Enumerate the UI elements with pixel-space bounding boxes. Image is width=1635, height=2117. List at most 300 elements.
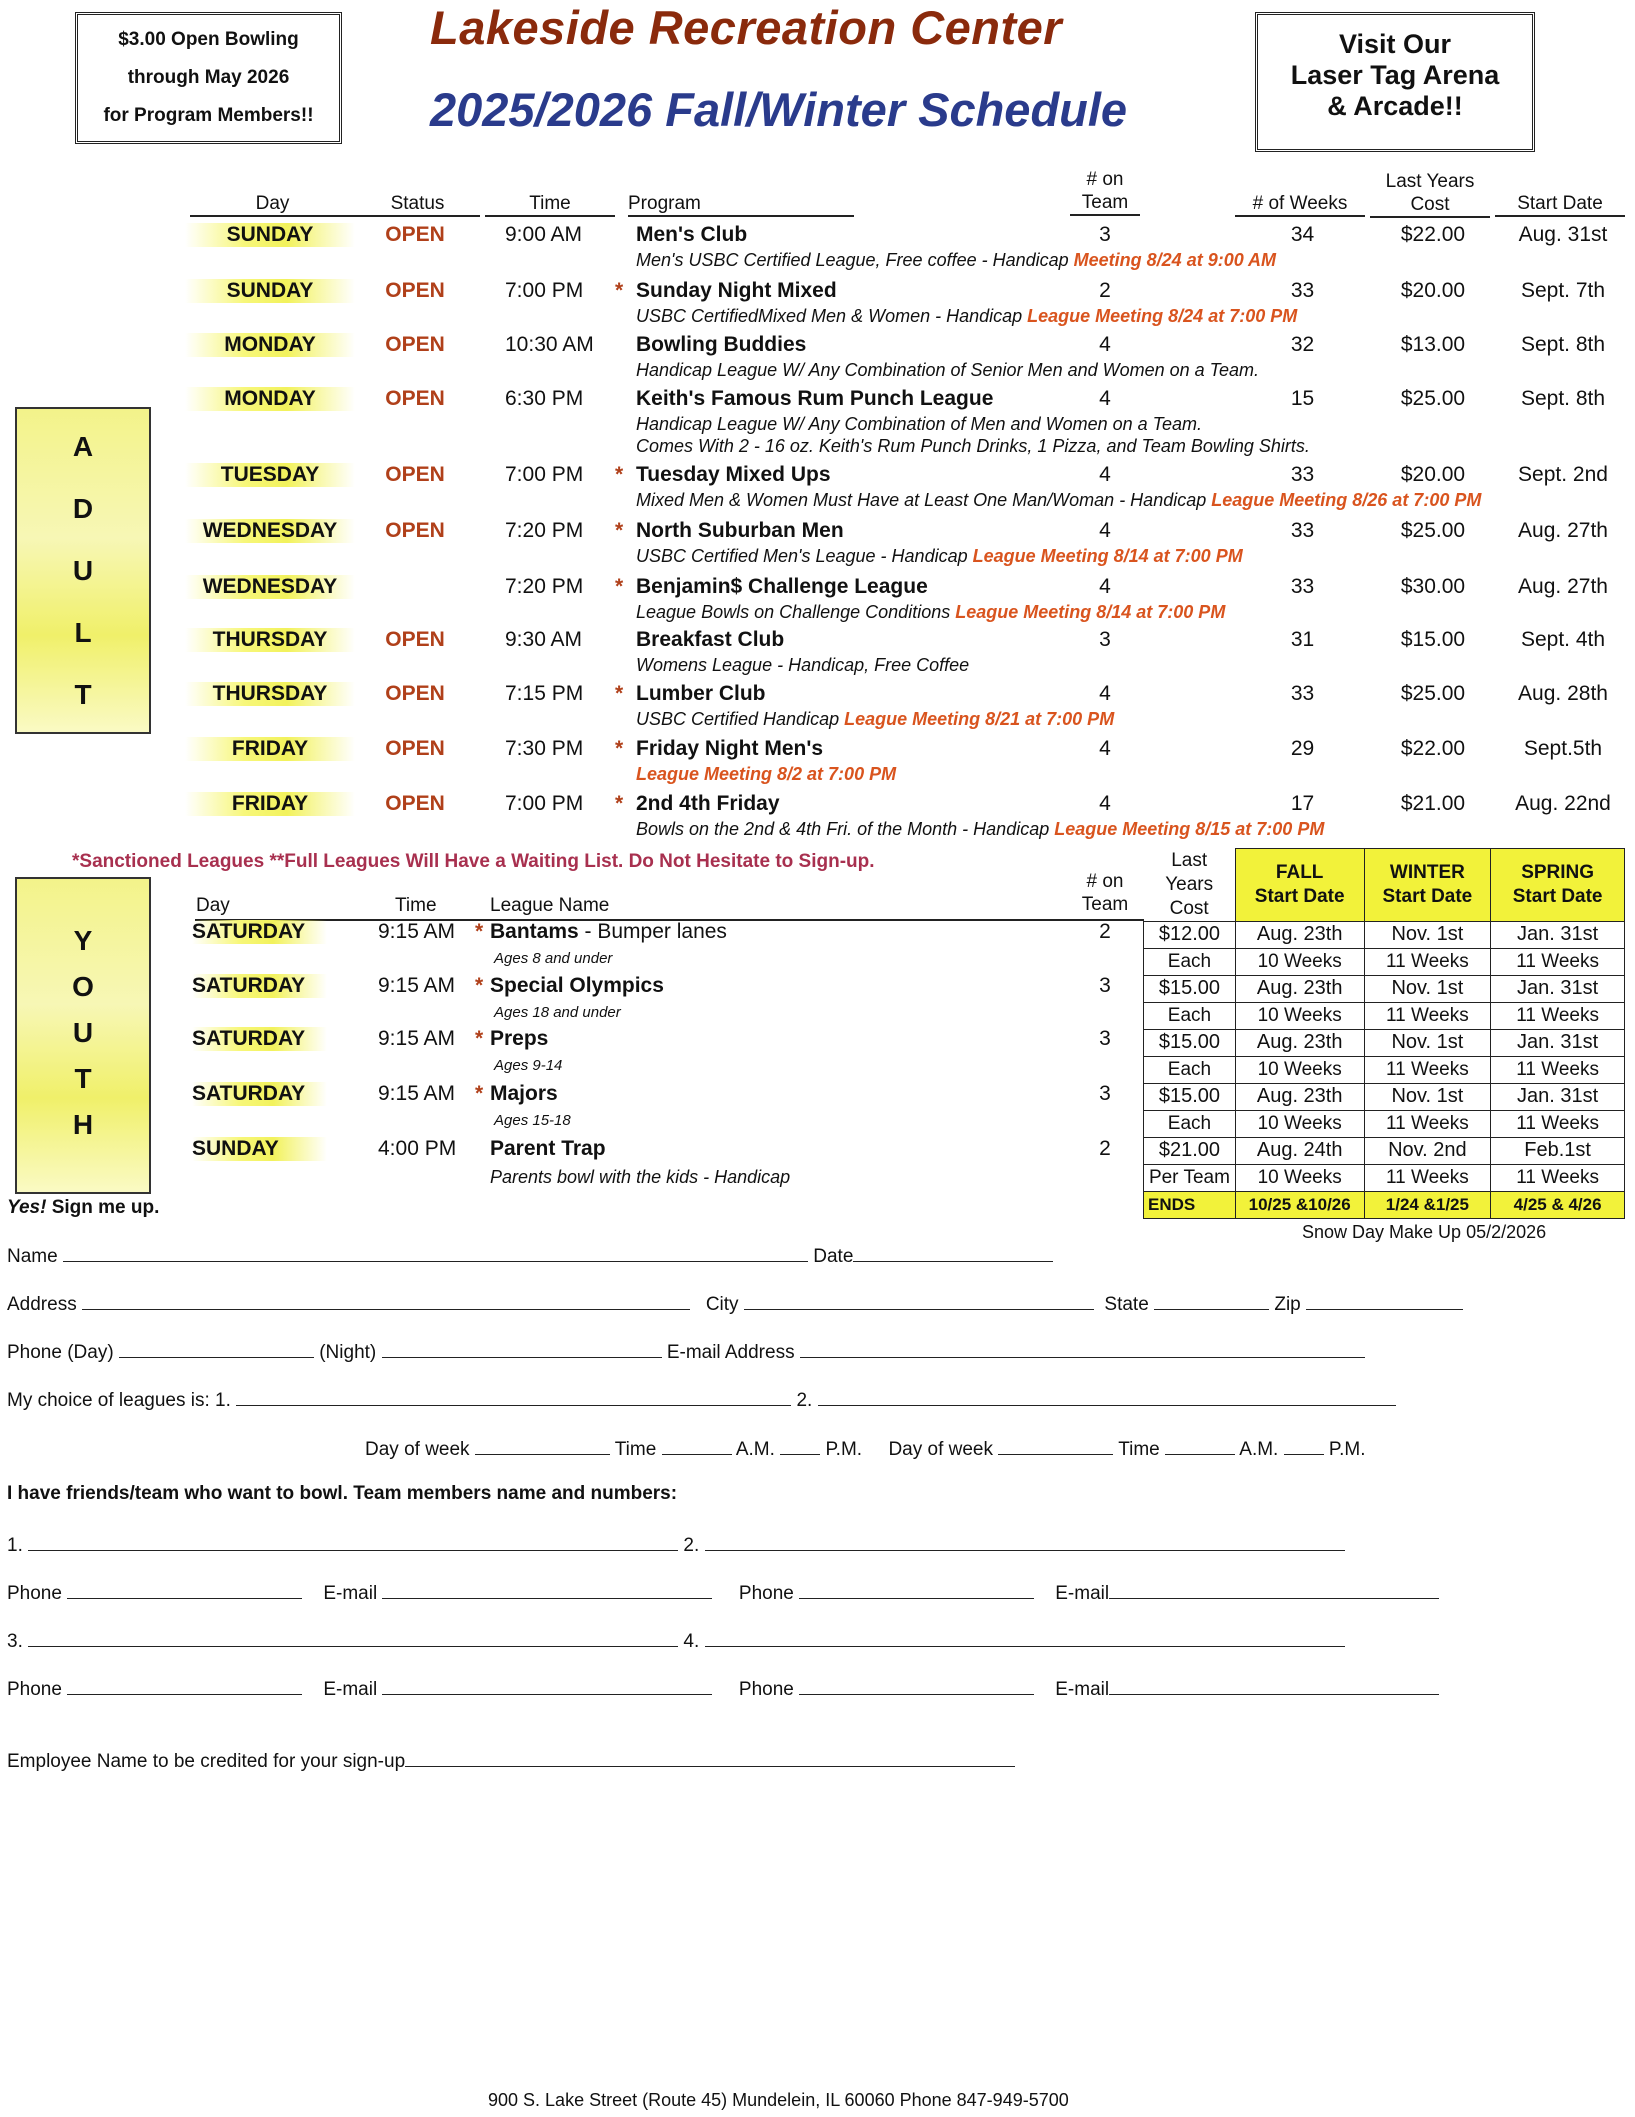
member-3-phone-field[interactable] (67, 1676, 302, 1695)
member-2-field[interactable] (705, 1532, 1345, 1551)
header-cost (1370, 170, 1490, 218)
youth-section-label (15, 877, 151, 1194)
choice-2-field[interactable] (818, 1387, 1396, 1406)
member-2-label: 2. (683, 1535, 700, 1556)
youth-time: 9:15 AM (378, 1082, 456, 1105)
adult-time: 7:30 PM (505, 737, 584, 760)
program-name: Men's Club (636, 223, 748, 246)
season-cell-spring: Jan. 31st (1491, 975, 1625, 1002)
team-size: 4 (1099, 519, 1111, 542)
program-name: North Suburban Men (636, 519, 844, 542)
team-size: 4 (1099, 792, 1111, 815)
ends-fall: 10/25 &10/26 (1235, 1191, 1364, 1218)
sanctioned-star: * (475, 974, 484, 997)
season-row (1144, 975, 1625, 1002)
header-time: Time (485, 192, 615, 217)
youth-letter: H (72, 1109, 94, 1140)
league-name-text: Special Olympics (490, 974, 664, 997)
team-size: 2 (1099, 279, 1111, 302)
season-table-body (1144, 921, 1625, 1191)
program-name: Keith's Famous Rum Punch League (636, 387, 994, 410)
season-cell-winter-w: 11 Weeks (1364, 1056, 1491, 1083)
num-weeks: 34 (1290, 223, 1315, 246)
promo-line: for Program Members!! (103, 105, 314, 126)
season-cell-spring-w: 11 Weeks (1491, 1110, 1625, 1137)
promo-line: $3.00 Open Bowling (118, 29, 299, 50)
program-name: Sunday Night Mixed (636, 279, 837, 302)
season-ends-row (1144, 1191, 1625, 1218)
meeting-note: League Meeting 8/26 at 7:00 PM (1211, 490, 1482, 510)
youth-header-time: Time (395, 895, 437, 916)
adult-day: TUESDAY (185, 463, 355, 487)
season-cell-fall-w: 10 Weeks (1235, 1002, 1364, 1029)
program-name: 2nd 4th Friday (636, 792, 780, 815)
league-name-text: Majors (490, 1082, 558, 1105)
spring-header-line: Start Date (1512, 885, 1603, 907)
start-date: Aug. 28th (1518, 682, 1608, 705)
time-1-field[interactable] (662, 1436, 732, 1455)
season-cell-unit: Per Team (1144, 1164, 1236, 1191)
member-3-field[interactable] (28, 1628, 678, 1647)
adult-letter: U (72, 555, 94, 586)
cost-header-line: Last (1171, 849, 1208, 871)
num-weeks: 33 (1290, 682, 1315, 705)
season-cell-winter-w: 11 Weeks (1364, 1164, 1491, 1191)
season-row (1144, 1137, 1625, 1164)
program-description (636, 360, 1259, 381)
address-label: Address (7, 1294, 77, 1315)
sanctioned-star: * (615, 737, 624, 760)
num-weeks: 32 (1290, 333, 1315, 356)
status-badge: OPEN (385, 519, 445, 542)
youth-header-league-name: League Name (490, 895, 610, 916)
am-label: A.M. (735, 1439, 775, 1460)
season-cell-fall-w: 10 Weeks (1235, 1164, 1364, 1191)
night-label: (Night) (319, 1342, 377, 1363)
cost-header (1144, 849, 1236, 922)
season-cell-cost: $21.00 (1144, 1137, 1236, 1164)
cost-header-line: Years (1165, 873, 1214, 895)
member-1-phone-field[interactable] (67, 1580, 302, 1599)
num-weeks: 33 (1290, 279, 1315, 302)
form-row-employee (7, 1748, 1015, 1773)
last-year-cost: $15.00 (1400, 628, 1466, 651)
member-4-field[interactable] (705, 1628, 1345, 1647)
start-date: Aug. 27th (1518, 575, 1608, 598)
sanctioned-star: * (475, 920, 484, 943)
header-team (1070, 168, 1140, 216)
city-field[interactable] (744, 1291, 1094, 1310)
member-1-field[interactable] (28, 1532, 678, 1551)
adult-letter: D (72, 493, 94, 524)
signup-yes: Yes! (7, 1197, 47, 1218)
program-name: Lumber Club (636, 682, 766, 705)
phone-label: Phone (738, 1679, 794, 1700)
adult-day: THURSDAY (185, 628, 355, 652)
season-cell-cost: $15.00 (1144, 975, 1236, 1002)
address-field[interactable] (82, 1291, 690, 1310)
start-date: Sept. 8th (1520, 333, 1606, 356)
youth-league-sub: Ages 15-18 (494, 1112, 571, 1129)
fall-header (1235, 849, 1364, 922)
meeting-note: League Meeting 8/24 at 7:00 PM (1027, 306, 1298, 326)
adult-day: THURSDAY (185, 682, 355, 706)
program-description (636, 250, 1276, 271)
zip-field[interactable] (1306, 1291, 1463, 1310)
youth-team-size: 3 (1099, 1027, 1111, 1050)
season-row (1144, 1110, 1625, 1137)
league-name-text: Parent Trap (490, 1137, 606, 1160)
email-label: E-mail (1055, 1679, 1110, 1700)
day-of-week-1-field[interactable] (475, 1436, 610, 1455)
state-label: State (1104, 1294, 1149, 1315)
status-badge: OPEN (385, 463, 445, 486)
adult-time: 7:00 PM (505, 792, 584, 815)
ends-spring: 4/25 & 4/26 (1491, 1191, 1625, 1218)
promo-line: & Arcade!! (1327, 91, 1463, 121)
email-label: E-mail (323, 1583, 378, 1604)
season-cell-winter: Nov. 1st (1364, 1029, 1491, 1056)
last-year-cost: $21.00 (1400, 792, 1466, 815)
state-field[interactable] (1154, 1291, 1269, 1310)
youth-day: SATURDAY (192, 1082, 327, 1106)
program-description (636, 306, 1297, 327)
day-of-week-label: Day of week (365, 1439, 470, 1460)
employee-label: Employee Name to be credited for your sign-up (7, 1751, 406, 1772)
promo-line: Visit Our (1338, 29, 1452, 59)
choice-1-field[interactable] (236, 1387, 791, 1406)
employee-field[interactable] (405, 1748, 1015, 1767)
phone-label: Phone (738, 1583, 794, 1604)
season-cell-fall-w: 10 Weeks (1235, 1056, 1364, 1083)
sanctioned-star: * (615, 463, 624, 486)
zip-label: Zip (1274, 1294, 1301, 1315)
winter-header-line: Start Date (1382, 885, 1473, 907)
sanctioned-star: * (475, 1082, 484, 1105)
program-name: Friday Night Men's (636, 737, 824, 760)
youth-header-team-line: Team (1081, 894, 1129, 915)
description-text: League Bowls on Challenge Conditions (636, 602, 956, 622)
season-cell-spring: Jan. 31st (1491, 1029, 1625, 1056)
adult-time: 7:00 PM (505, 463, 584, 486)
footer-address: 900 S. Lake Street (Route 45) Mundelein, IL 60060 Phone 847-949-5700 (488, 2090, 1069, 2110)
adult-time: 6:30 PM (505, 387, 584, 410)
member-2-email-field[interactable] (1109, 1580, 1439, 1599)
youth-time: 9:15 AM (378, 1027, 456, 1050)
league-name-text: Preps (490, 1027, 549, 1050)
num-weeks: 33 (1290, 575, 1315, 598)
season-row (1144, 948, 1625, 975)
member-4-email-field[interactable] (1109, 1676, 1439, 1695)
start-date: Aug. 27th (1518, 519, 1608, 542)
choice-2-label: 2. (796, 1390, 813, 1411)
program-description (636, 414, 1202, 435)
youth-header-team-line: # on (1086, 871, 1124, 892)
youth-league-name (490, 974, 664, 998)
form-row-members-1-2 (7, 1532, 1345, 1557)
season-cell-fall: Aug. 24th (1235, 1137, 1364, 1164)
adult-day: MONDAY (185, 333, 355, 357)
num-weeks: 15 (1290, 387, 1315, 410)
phone-day-field[interactable] (119, 1339, 314, 1358)
adult-day: MONDAY (185, 387, 355, 411)
start-date: Aug. 22nd (1515, 792, 1611, 815)
adult-day: WEDNESDAY (185, 519, 355, 543)
status-badge: OPEN (385, 387, 445, 410)
season-row (1144, 1083, 1625, 1110)
adult-day: WEDNESDAY (185, 575, 355, 599)
form-row-choice (7, 1387, 1396, 1412)
email-address-field[interactable] (800, 1339, 1365, 1358)
sanction-note: *Sanctioned Leagues **Full Leagues Will Have a Waiting List. Do Not Hesitate to Sign-up. (72, 851, 875, 872)
league-name-extra: - Bumper lanes (578, 920, 727, 943)
team-size: 3 (1099, 628, 1111, 651)
season-row (1144, 921, 1625, 948)
page-subtitle: 2025/2026 Fall/Winter Schedule (430, 83, 1128, 136)
page-title: Lakeside Recreation Center (430, 1, 1063, 54)
season-cell-fall-w: 10 Weeks (1235, 1110, 1364, 1137)
last-year-cost: $25.00 (1400, 682, 1466, 705)
description-text: Handicap League W/ Any Combination of Men and Women on a Team. (636, 414, 1202, 434)
date-field[interactable] (853, 1243, 1053, 1262)
season-cell-spring: Jan. 31st (1491, 1083, 1625, 1110)
youth-header-day: Day (196, 895, 230, 916)
status-badge: OPEN (385, 333, 445, 356)
youth-league-name (490, 1027, 548, 1051)
member-1-label: 1. (7, 1535, 23, 1556)
adult-letter: T (74, 679, 92, 710)
program-description (636, 655, 969, 676)
season-cell-cost: $15.00 (1144, 1029, 1236, 1056)
team-size: 3 (1099, 223, 1111, 246)
am-pm-2-field[interactable] (1284, 1436, 1324, 1455)
season-cell-cost: $15.00 (1144, 1083, 1236, 1110)
season-cell-fall: Aug. 23th (1235, 921, 1364, 948)
season-cell-spring: Feb.1st (1491, 1137, 1625, 1164)
pm-label: P.M. (1328, 1439, 1366, 1460)
program-description (636, 709, 1114, 730)
season-cell-fall: Aug. 23th (1235, 1029, 1364, 1056)
season-cell-unit: Each (1144, 1110, 1236, 1137)
member-4-label: 4. (683, 1631, 700, 1652)
season-cell-winter-w: 11 Weeks (1364, 1110, 1491, 1137)
status-badge: OPEN (385, 628, 445, 651)
season-cell-winter-w: 11 Weeks (1364, 948, 1491, 975)
description-text: Bowls on the 2nd & 4th Fri. of the Month - Handicap (636, 819, 1055, 839)
header-weeks: # of Weeks (1235, 192, 1365, 217)
team-size: 4 (1099, 387, 1111, 410)
form-row-contact-3-4 (7, 1676, 1439, 1701)
sanctioned-star: * (615, 575, 624, 598)
season-row (1144, 1002, 1625, 1029)
am-pm-1-field[interactable] (780, 1436, 820, 1455)
phone-label: Phone (7, 1679, 62, 1700)
youth-time: 4:00 PM (378, 1137, 457, 1160)
name-label: Name (7, 1246, 58, 1267)
form-row-members-3-4 (7, 1628, 1345, 1653)
member-1-email-field[interactable] (382, 1580, 712, 1599)
fall-header-line: FALL (1275, 861, 1324, 883)
youth-league-sub: Ages 9-14 (494, 1057, 563, 1074)
header-cost-line: Last Years (1385, 171, 1475, 192)
pm-label: P.M. (825, 1439, 863, 1460)
adult-day: SUNDAY (185, 279, 355, 303)
spring-header-line: SPRING (1521, 861, 1595, 883)
description-text: USBC CertifiedMixed Men & Women - Handicap (636, 306, 1028, 326)
adult-letter: A (72, 431, 94, 462)
team-size: 4 (1099, 682, 1111, 705)
member-4-phone-field[interactable] (799, 1676, 1034, 1695)
youth-team-size: 2 (1099, 920, 1111, 943)
form-row-contact-1-2 (7, 1580, 1439, 1605)
email-label: E-mail (1055, 1583, 1110, 1604)
day-of-week-label: Day of week (888, 1439, 993, 1460)
email-label: E-mail (323, 1679, 378, 1700)
description-text: Handicap League W/ Any Combination of Senior Men and Women on a Team. (636, 360, 1260, 380)
program-description (636, 490, 1481, 511)
name-field[interactable] (63, 1243, 808, 1262)
num-weeks: 17 (1290, 792, 1315, 815)
last-year-cost: $25.00 (1400, 519, 1466, 542)
season-cell-unit: Each (1144, 1002, 1236, 1029)
promo-laser-tag (1255, 12, 1535, 152)
last-year-cost: $13.00 (1400, 333, 1466, 356)
program-description (636, 764, 896, 785)
adult-day: FRIDAY (185, 792, 355, 816)
meeting-note: Meeting 8/24 at 9:00 AM (1073, 250, 1277, 270)
description-text: USBC Certified Men's League - Handicap (636, 546, 973, 566)
adult-time: 7:20 PM (505, 519, 584, 542)
season-cell-unit: Each (1144, 1056, 1236, 1083)
promo-line: Laser Tag Arena (1290, 60, 1500, 90)
sanctioned-star: * (615, 279, 624, 302)
youth-time: 9:15 AM (378, 920, 456, 943)
spring-header (1491, 849, 1625, 922)
time-2-field[interactable] (1165, 1436, 1235, 1455)
adult-time: 7:20 PM (505, 575, 584, 598)
time-label: Time (614, 1439, 657, 1460)
team-size: 4 (1099, 463, 1111, 486)
season-cell-spring: Jan. 31st (1491, 921, 1625, 948)
season-row (1144, 1029, 1625, 1056)
signup-heading (7, 1197, 159, 1219)
day-of-week-2-field[interactable] (998, 1436, 1113, 1455)
cost-header-line: Cost (1169, 897, 1209, 919)
team-size: 4 (1099, 737, 1111, 760)
start-date: Sept. 8th (1520, 387, 1606, 410)
season-table (1143, 848, 1625, 1219)
program-description (636, 819, 1324, 840)
season-cell-winter: Nov. 1st (1364, 921, 1491, 948)
member-3-email-field[interactable] (382, 1676, 712, 1695)
program-name: Benjamin$ Challenge League (636, 575, 928, 598)
youth-letter: Y (73, 925, 93, 956)
start-date: Aug. 31st (1518, 223, 1608, 246)
season-cell-spring-w: 11 Weeks (1491, 1056, 1625, 1083)
season-cell-winter: Nov. 2nd (1364, 1137, 1491, 1164)
adult-time: 10:30 AM (505, 333, 594, 356)
start-date: Sept. 7th (1520, 279, 1606, 302)
youth-header-team (1075, 870, 1135, 916)
last-year-cost: $22.00 (1400, 223, 1466, 246)
promo-open-bowling (75, 12, 342, 144)
season-table-header (1144, 849, 1625, 922)
youth-day: SATURDAY (192, 1027, 327, 1051)
adult-section-label (15, 407, 151, 734)
header-cost-line: Cost (1370, 193, 1490, 218)
season-cell-fall: Aug. 23th (1235, 1083, 1364, 1110)
season-cell-spring-w: 11 Weeks (1491, 1002, 1625, 1029)
season-row (1144, 1164, 1625, 1191)
am-label: A.M. (1239, 1439, 1279, 1460)
start-date: Sept.5th (1523, 737, 1603, 760)
form-row-phone (7, 1339, 1365, 1364)
header-program: Program (628, 192, 854, 217)
season-cell-unit: Each (1144, 948, 1236, 975)
sanctioned-star: * (615, 519, 624, 542)
last-year-cost: $20.00 (1400, 463, 1466, 486)
last-year-cost: $20.00 (1400, 279, 1466, 302)
meeting-note: League Meeting 8/14 at 7:00 PM (955, 602, 1226, 622)
youth-team-size: 3 (1099, 1082, 1111, 1105)
header-team-line: # on (1086, 169, 1124, 190)
season-cell-spring-w: 11 Weeks (1491, 1164, 1625, 1191)
meeting-note: League Meeting 8/14 at 7:00 PM (972, 546, 1243, 566)
adult-letter: L (74, 617, 92, 648)
num-weeks: 29 (1290, 737, 1315, 760)
youth-letter: T (74, 1063, 92, 1094)
youth-team-size: 2 (1099, 1137, 1111, 1160)
meeting-note: League Meeting 8/21 at 7:00 PM (844, 709, 1115, 729)
youth-league-name (490, 1082, 558, 1106)
signup-rest: Sign me up. (46, 1197, 160, 1218)
youth-team-size: 3 (1099, 974, 1111, 997)
status-badge: OPEN (385, 737, 445, 760)
start-date: Sept. 2nd (1518, 463, 1608, 486)
season-cell-cost: $12.00 (1144, 921, 1236, 948)
description-text: Men's USBC Certified League, Free coffee - Handicap (636, 250, 1074, 270)
team-size: 4 (1099, 575, 1111, 598)
meeting-note: League Meeting 8/15 at 7:00 PM (1054, 819, 1325, 839)
city-label: City (705, 1294, 739, 1315)
season-row (1144, 1056, 1625, 1083)
sanctioned-star: * (615, 792, 624, 815)
youth-day: SATURDAY (192, 974, 327, 998)
youth-letter: U (72, 1017, 94, 1048)
start-date: Sept. 4th (1520, 628, 1606, 651)
sanctioned-star: * (615, 682, 624, 705)
num-weeks: 33 (1290, 463, 1315, 486)
season-cell-winter-w: 11 Weeks (1364, 1002, 1491, 1029)
status-badge: OPEN (385, 279, 445, 302)
youth-league-sub: Ages 8 and under (494, 950, 613, 967)
form-row-name (7, 1243, 1053, 1268)
phone-night-field[interactable] (382, 1339, 662, 1358)
sanctioned-star: * (475, 1027, 484, 1050)
member-2-phone-field[interactable] (799, 1580, 1034, 1599)
status-badge: OPEN (385, 682, 445, 705)
header-start-date: Start Date (1495, 192, 1625, 217)
program-name: Tuesday Mixed Ups (636, 463, 831, 486)
season-cell-fall-w: 10 Weeks (1235, 948, 1364, 975)
member-3-label: 3. (7, 1631, 23, 1652)
choice-label: My choice of leagues is: 1. (7, 1390, 231, 1411)
num-weeks: 33 (1290, 519, 1315, 542)
header-team-line: Team (1070, 191, 1140, 216)
adult-time: 9:00 AM (505, 223, 583, 246)
description-text: Womens League - Handicap, Free Coffee (636, 655, 970, 675)
program-description (636, 546, 1243, 567)
